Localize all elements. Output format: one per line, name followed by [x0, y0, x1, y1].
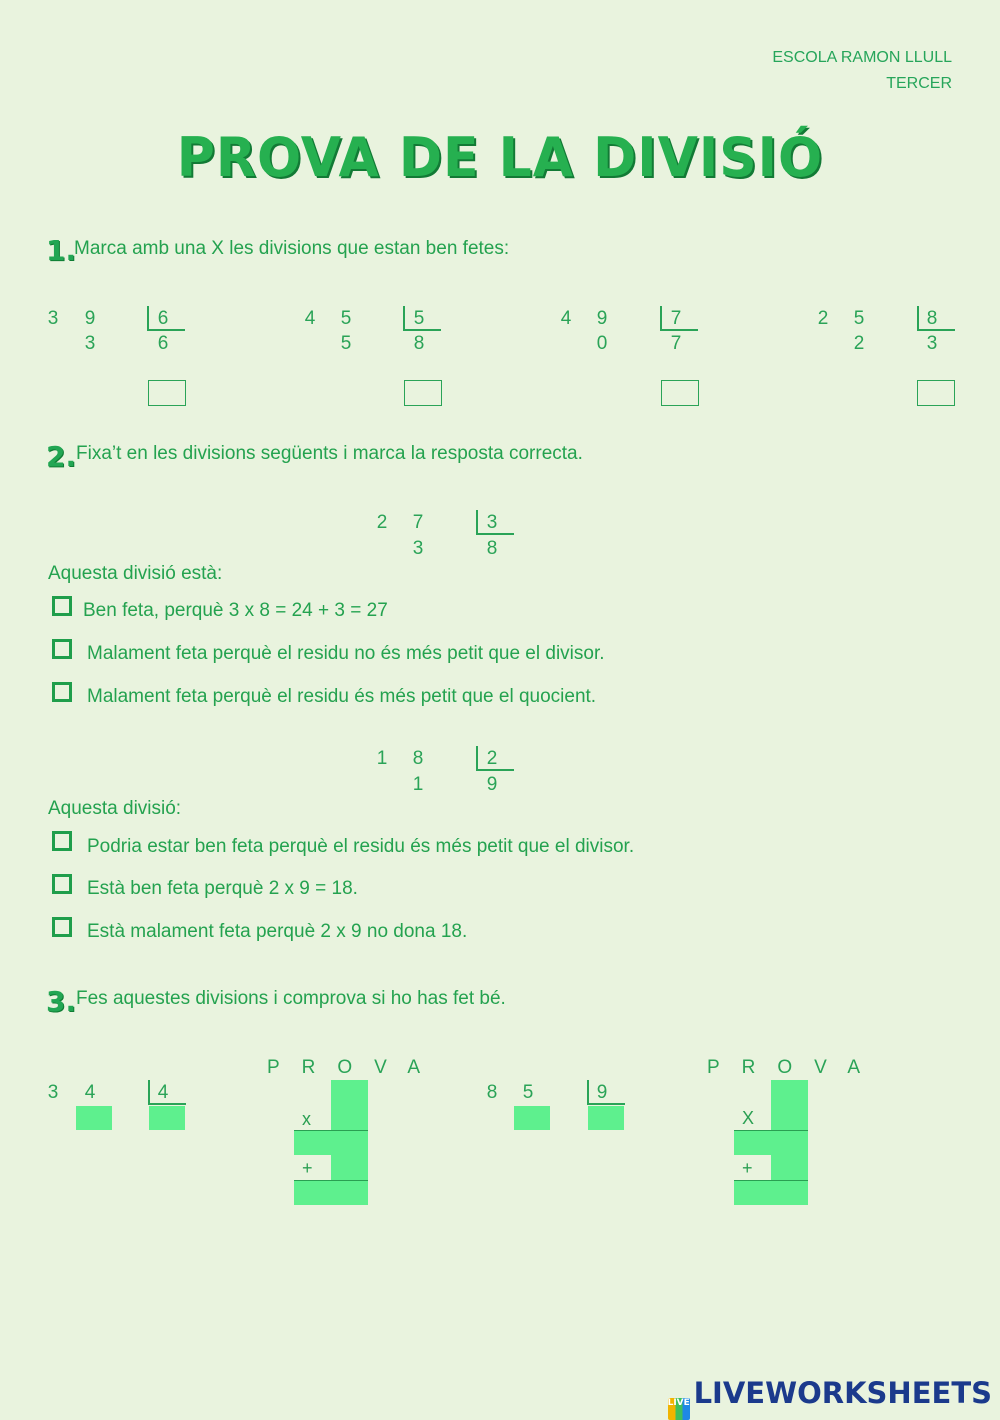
dividend-digit: 5: [340, 308, 352, 329]
divisor: 3: [486, 512, 498, 533]
divisor: 6: [157, 308, 169, 329]
residu-input[interactable]: [514, 1106, 550, 1130]
dividend-digit: 3: [47, 308, 59, 329]
quocient: 7: [670, 333, 682, 354]
division-bracket: [587, 1080, 589, 1104]
dividend-digit: 8: [412, 748, 424, 769]
answer-box[interactable]: [661, 380, 699, 406]
quocient: 9: [486, 774, 498, 795]
divisor: 2: [486, 748, 498, 769]
page-title: PROVA DE LA DIVISIÓ: [176, 126, 824, 190]
q2b-option-1-checkbox[interactable]: [52, 831, 72, 851]
dividend-digit: 4: [84, 1082, 96, 1103]
q2a-option-3-checkbox[interactable]: [52, 682, 72, 702]
school-name: ESCOLA RAMON LLULL: [772, 49, 952, 66]
residu: 1: [412, 774, 424, 795]
question-3-text: Fes aquestes divisions i comprova si ho has fet bé.: [76, 988, 506, 1009]
answer-box[interactable]: [917, 380, 955, 406]
dividend-digit: 8: [486, 1082, 498, 1103]
q2a-option-3-label: Malament feta perquè el residu és més petit que el quocient.: [87, 686, 597, 707]
divisor: 7: [670, 308, 682, 329]
division-bracket: [147, 306, 149, 330]
prova-product-input[interactable]: [734, 1131, 808, 1155]
q2b-option-2-label: Està ben feta perquè 2 x 9 = 18.: [87, 878, 358, 899]
prova-label: PROVA: [267, 1057, 443, 1078]
divisor: 5: [413, 308, 425, 329]
plus-sign: +: [302, 1158, 313, 1178]
dividend-digit: 5: [522, 1082, 534, 1103]
divisor: 8: [926, 308, 938, 329]
q2a-option-1-checkbox[interactable]: [52, 596, 72, 616]
division-bracket: [476, 510, 478, 534]
liveworksheets-logo: [668, 1376, 992, 1420]
question-2-number: 2.: [46, 440, 77, 473]
q2b-option-3-checkbox[interactable]: [52, 917, 72, 937]
logo-text: LIVEWORKSHEETS: [693, 1376, 992, 1410]
division-bracket: [476, 746, 478, 770]
residu: 3: [412, 538, 424, 559]
q2b-option-2-checkbox[interactable]: [52, 874, 72, 894]
prova-result-input[interactable]: [734, 1181, 808, 1205]
q2b-option-1-label: Podria estar ben feta perquè el residu és més petit que el divisor.: [87, 836, 635, 857]
quocient: 3: [926, 333, 938, 354]
residu: 3: [84, 333, 96, 354]
dividend-digit: 1: [376, 748, 388, 769]
divisor: 4: [157, 1082, 169, 1103]
times-sign: x: [302, 1109, 311, 1129]
dividend-digit: 4: [560, 308, 572, 329]
dividend-digit: 9: [84, 308, 96, 329]
q2a-option-1-label: Ben feta, perquè 3 x 8 = 24 + 3 = 27: [83, 600, 388, 621]
question-2-text: Fixa’t en les divisions següents i marca la resposta correcta.: [76, 443, 583, 464]
prova-residu-input[interactable]: [331, 1155, 368, 1181]
q2a-option-2-label: Malament feta perquè el residu no és més petit que el divisor.: [87, 643, 605, 664]
prova-factor-input[interactable]: [771, 1080, 808, 1130]
question-3-number: 3.: [46, 985, 77, 1018]
residu: 5: [340, 333, 352, 354]
prova-product-input[interactable]: [294, 1131, 368, 1155]
dividend-digit: 2: [376, 512, 388, 533]
answer-box[interactable]: [404, 380, 442, 406]
prova-result-input[interactable]: [294, 1181, 368, 1205]
q2b-option-3-label: Està malament feta perquè 2 x 9 no dona 18.: [87, 921, 468, 942]
q2a-option-2-checkbox[interactable]: [52, 639, 72, 659]
times-sign: X: [742, 1108, 755, 1128]
quocient: 6: [157, 333, 169, 354]
division-bracket: [660, 306, 662, 330]
prova-residu-input[interactable]: [771, 1155, 808, 1181]
residu-input[interactable]: [76, 1106, 112, 1130]
dividend-digit: 4: [304, 308, 316, 329]
prova-label: PROVA: [707, 1057, 883, 1078]
quocient-input[interactable]: [149, 1106, 185, 1130]
division-bracket: [403, 306, 405, 330]
plus-sign: +: [742, 1158, 753, 1178]
residu: 2: [853, 333, 865, 354]
divisor: 9: [596, 1082, 608, 1103]
residu: 0: [596, 333, 608, 354]
logo-badge-icon: LIVE: [668, 1398, 690, 1420]
dividend-digit: 3: [47, 1082, 59, 1103]
answer-box[interactable]: [148, 380, 186, 406]
quocient: 8: [486, 538, 498, 559]
dividend-digit: 5: [853, 308, 865, 329]
division-bracket: [148, 1080, 150, 1104]
question-1-text: Marca amb una X les divisions que estan ben fetes:: [74, 238, 510, 259]
q2a-prompt: Aquesta divisió està:: [48, 563, 223, 584]
question-1-number: 1.: [46, 234, 77, 267]
dividend-digit: 2: [817, 308, 829, 329]
q2b-prompt: Aquesta divisió:: [48, 798, 182, 819]
quocient-input[interactable]: [588, 1106, 624, 1130]
division-bracket: [917, 306, 919, 330]
prova-factor-input[interactable]: [331, 1080, 368, 1130]
quocient: 8: [413, 333, 425, 354]
grade-label: TERCER: [886, 75, 952, 92]
dividend-digit: 7: [412, 512, 424, 533]
dividend-digit: 9: [596, 308, 608, 329]
